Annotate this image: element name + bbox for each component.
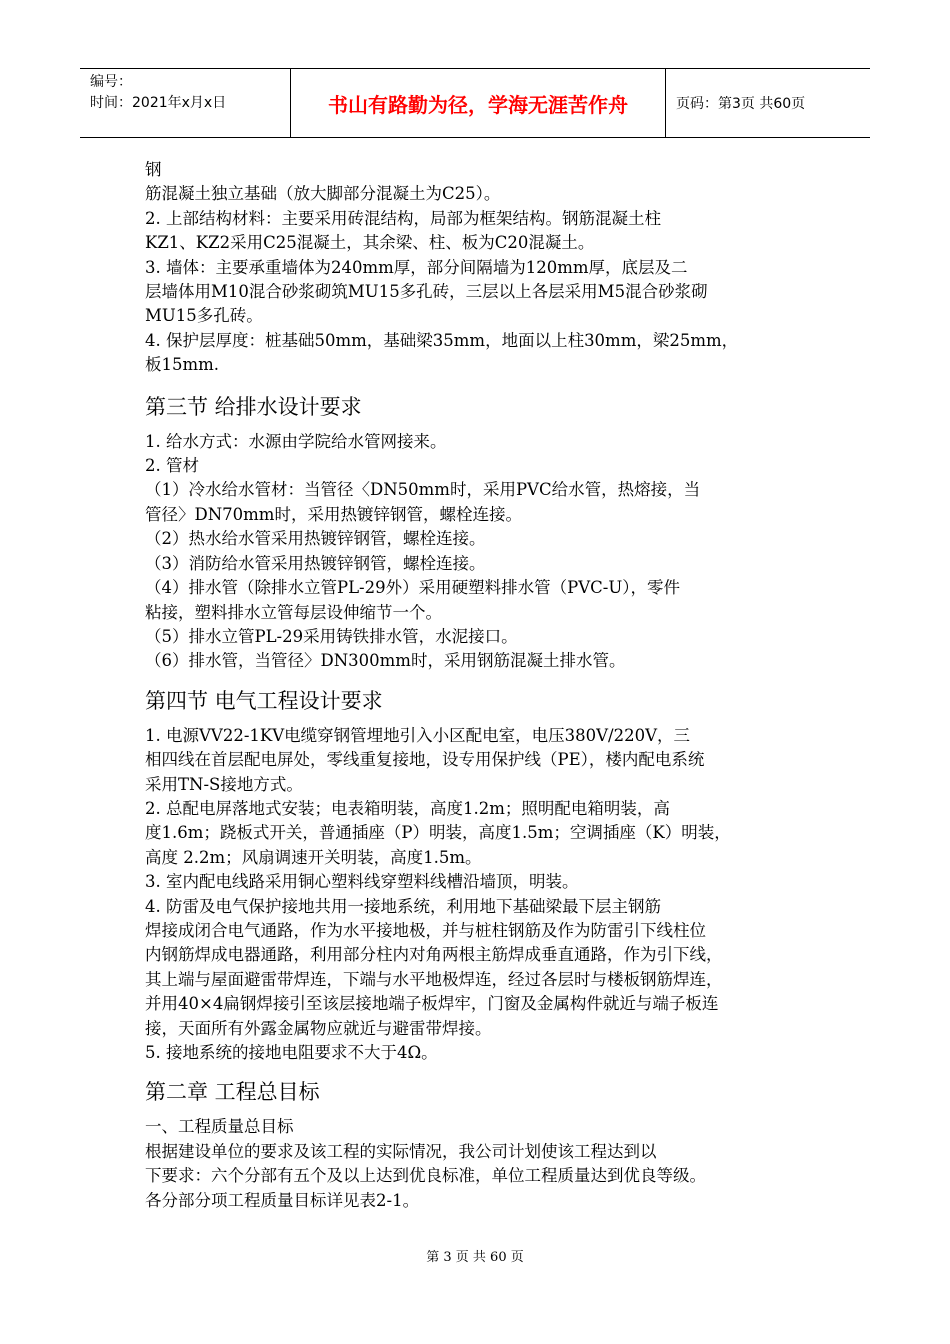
document-time-label: 时间：2021年x月x日 — [90, 95, 227, 111]
paragraph-line: 相四线在首层配电屏处，零线重复接地，设专用保护线（PE），楼内配电系统 — [145, 750, 705, 770]
paragraph-line: 2. 上部结构材料：主要采用砖混结构，局部为框架结构。钢筋混凝土柱 — [145, 208, 661, 228]
paragraph-line: 一、工程质量总目标 — [145, 1117, 294, 1137]
header-meta — [80, 69, 291, 137]
paragraph-line: 钢 — [145, 160, 162, 179]
page-footer: 第 3 页 共 60 页 — [426, 1250, 524, 1265]
document-body — [145, 158, 825, 1213]
paragraph-line: 5. 接地系统的接地电阻要求不大于4Ω。 — [145, 1043, 438, 1062]
paragraph-line: 高度 2.2m；风扇调速开关明装，高度1.5m。 — [145, 847, 482, 867]
page-header — [80, 68, 870, 138]
paragraph-line: 4. 保护层厚度：桩基础50mm，基础梁35mm，地面以上柱30mm，梁25mm， — [145, 330, 739, 350]
paragraph-line: KZ1、KZ2采用C25混凝土，其余梁、柱、板为C20混凝土。 — [145, 233, 595, 253]
paragraph-line: 2. 总配电屏落地式安装；电表箱明装，高度1.2m；照明配电箱明装，高 — [145, 798, 670, 818]
paragraph-line: 根据建设单位的要求及该工程的实际情况，我公司计划使该工程达到以 — [145, 1141, 657, 1161]
header-page-info: 页码：第3页 共60页 — [676, 96, 806, 112]
paragraph-line: 3. 墙体：主要承重墙体为240mm厚，部分间隔墙为120mm厚，底层及二 — [145, 257, 688, 277]
header-motto: 书山有路勤为径，学海无涯苦作舟 — [291, 69, 666, 137]
paragraph-line: 焊接成闭合电气通路，作为水平接地极，并与桩柱钢筋及作为防雷引下线柱位 — [145, 920, 706, 940]
paragraph-line: 2. 管材 — [145, 456, 199, 476]
paragraph-line: 1. 给水方式：水源由学院给水管网接来。 — [145, 431, 447, 451]
paragraph-line: 并用40×4扁钢焊接引至该层接地端子板焊牢，门窗及金属构件就近与端子板连 — [145, 994, 719, 1014]
paragraph-line: 下要求：六个分部有五个及以上达到优良标准，单位工程质量达到优良等级。 — [145, 1166, 706, 1186]
paragraph-line: 度1.6m；跷板式开关，普通插座（P）明装，高度1.5m；空调插座（K）明装， — [145, 823, 731, 843]
section-heading: 第四节 电气工程设计要求 — [145, 688, 383, 713]
paragraph-line: 4. 防雷及电气保护接地共用一接地系统，利用地下基础梁最下层主钢筋 — [145, 896, 661, 916]
paragraph-line: 管径〉DN70mm时，采用热镀锌钢管，螺栓连接。 — [145, 504, 522, 524]
paragraph-line: （1）冷水给水管材：当管径〈DN50mm时，采用PVC给水管，热熔接，当 — [145, 480, 701, 500]
section-heading: 第三节 给排水设计要求 — [145, 394, 362, 419]
paragraph-line: MU15多孔砖。 — [145, 306, 263, 326]
paragraph-line: 筋混凝土独立基础（放大脚部分混凝土为C25）。 — [145, 184, 501, 204]
paragraph-line: 板15mm. — [145, 355, 220, 375]
document-number-label: 编号： — [90, 74, 132, 90]
paragraph-line: （2）热水给水管采用热镀锌钢管，螺栓连接。 — [145, 529, 486, 549]
paragraph-line: 采用TN-S接地方式。 — [145, 774, 303, 794]
paragraph-line: （3）消防给水管采用热镀锌钢管，螺栓连接。 — [145, 553, 486, 573]
paragraph-line: （6）排水管，当管径〉DN300mm时，采用钢筋混凝土排水管。 — [145, 651, 626, 671]
paragraph-line: 内钢筋焊成电器通路，利用部分柱内对角两根主筋焊成垂直通路，作为引下线， — [145, 945, 723, 965]
paragraph-line: 其上端与屋面避雷带焊连，下端与水平地极焊连，经过各层时与楼板钢筋焊连， — [145, 969, 723, 989]
paragraph-line: 3. 室内配电线路采用铜心塑料线穿塑料线槽沿墙顶，明装。 — [145, 872, 579, 892]
paragraph-line: 层墙体用M10混合砂浆砌筑MU15多孔砖，三层以上各层采用M5混合砂浆砌 — [145, 282, 708, 302]
paragraph-line: 接，天面所有外露金属物应就近与避雷带焊接。 — [145, 1018, 492, 1038]
paragraph-line: （4）排水管（除排水立管PL-29外）采用硬塑料排水管（PVC-U），零件 — [145, 578, 681, 598]
paragraph-line: 1. 电源VV22-1KV电缆穿钢管埋地引入小区配电室，电压380V/220V，三 — [145, 725, 691, 745]
paragraph-line: 粘接，塑料排水立管每层设伸缩节一个。 — [145, 602, 442, 622]
paragraph-line: （5）排水立管PL-29采用铸铁排水管，水泥接口。 — [145, 626, 518, 646]
section-heading: 第二章 工程总目标 — [145, 1080, 320, 1105]
paragraph-line: 各分部分项工程质量目标详见表2-1。 — [145, 1190, 420, 1210]
